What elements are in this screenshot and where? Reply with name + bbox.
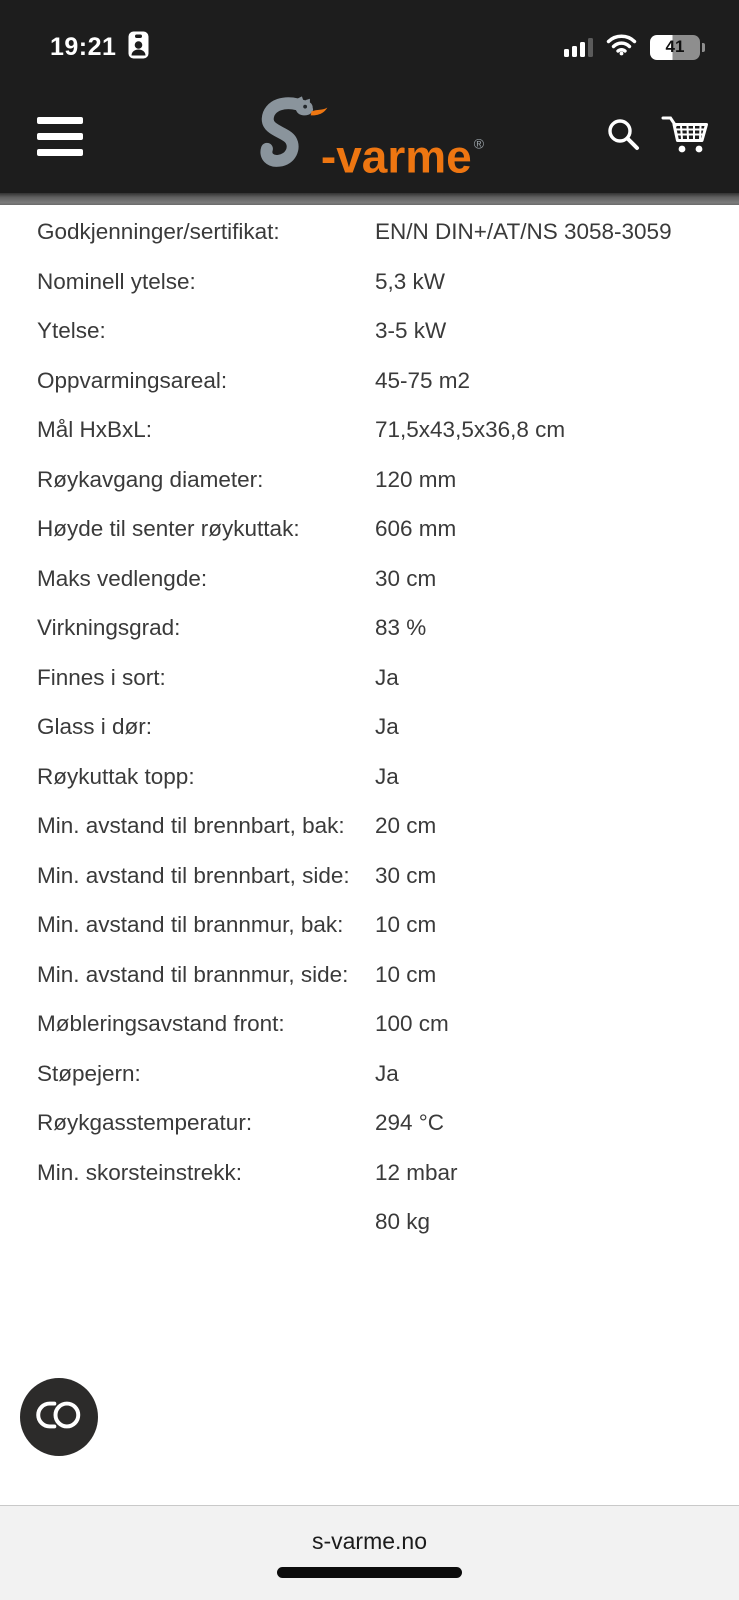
- spec-value: 3-5 kW: [375, 318, 447, 343]
- spec-value: 100 cm: [375, 1011, 449, 1036]
- menu-button[interactable]: [37, 117, 83, 156]
- spec-value: 294 °C: [375, 1110, 445, 1135]
- spec-row: [0, 405, 739, 455]
- spec-label: Godkjenninger/sertifikat:: [37, 219, 280, 244]
- spec-value: EN/N DIN+/AT/NS 3058-3059: [375, 219, 672, 244]
- spec-row: [0, 999, 739, 1049]
- spec-label: Min. skorsteinstrekk:: [37, 1159, 243, 1185]
- spec-value: 30 cm: [375, 565, 437, 591]
- spec-row: [0, 1197, 739, 1247]
- spec-row: [0, 702, 739, 752]
- status-bar: [0, 0, 739, 80]
- spec-label: Røykuttak topp:: [37, 763, 195, 789]
- battery-percent: 41: [650, 35, 700, 60]
- brand-logo[interactable]: [257, 88, 485, 185]
- spec-label: Støpejern:: [37, 1060, 141, 1086]
- browser-bottom-bar: [0, 1505, 739, 1600]
- spec-value: 45-75 m2: [375, 367, 471, 393]
- address-bar[interactable]: s-varme.no: [311, 1528, 428, 1554]
- spec-row: [0, 900, 739, 950]
- spec-label: Min. avstand til brennbart, side:: [37, 862, 350, 888]
- spec-value: 20 cm: [375, 813, 437, 838]
- spec-label: Ytelse:: [37, 318, 106, 343]
- spec-label: Røykgasstemperatur:: [37, 1110, 253, 1135]
- spec-label: Høyde til senter røykuttak:: [37, 516, 300, 541]
- spec-value: Ja: [375, 1060, 399, 1086]
- spec-label: Nominell ytelse:: [37, 268, 196, 294]
- spec-row: [0, 207, 739, 257]
- spec-value: Ja: [375, 664, 399, 690]
- spec-row: [0, 257, 739, 307]
- spec-label: Glass i dør:: [37, 714, 153, 739]
- spec-row: [0, 851, 739, 901]
- spec-value: Ja: [375, 763, 399, 789]
- header-divider: [0, 193, 739, 205]
- home-indicator[interactable]: [277, 1567, 462, 1578]
- dragon-s-logo-icon: [257, 88, 327, 185]
- spec-row: [0, 356, 739, 406]
- spec-label: Møbleringsavstand front:: [37, 1011, 285, 1036]
- registered-trademark: ®: [473, 135, 485, 151]
- wifi-icon: [606, 33, 637, 61]
- search-icon[interactable]: [605, 116, 641, 157]
- spec-row: [0, 603, 739, 653]
- spec-row: [0, 554, 739, 604]
- top-block: [0, 0, 739, 193]
- spec-label: Min. avstand til brennbart, bak:: [37, 813, 345, 838]
- brand-name: -varme: [320, 130, 472, 182]
- spec-label: Finnes i sort:: [37, 664, 166, 690]
- clock: 19:21: [50, 32, 117, 61]
- spec-value: 606 mm: [375, 516, 457, 541]
- spec-row: [0, 504, 739, 554]
- spec-label: Mål HxBxL:: [37, 417, 153, 442]
- spec-row: [0, 1148, 739, 1198]
- spec-value: 10 cm: [375, 961, 437, 987]
- spec-label: Oppvarmingsareal:: [37, 367, 228, 393]
- spec-value: 30 cm: [375, 862, 437, 888]
- spec-row: [0, 306, 739, 356]
- quick-link-button[interactable]: [20, 1378, 98, 1456]
- spec-row: [0, 801, 739, 851]
- spec-value: Ja: [375, 714, 399, 739]
- spec-row: [0, 950, 739, 1000]
- spec-value: 10 cm: [375, 912, 437, 937]
- spec-label: Min. avstand til brannmur, bak:: [37, 912, 344, 937]
- nav-bar: [0, 80, 739, 193]
- spec-table: [0, 205, 739, 1505]
- spec-label: Maks vedlengde:: [37, 565, 208, 591]
- spec-row: [0, 1049, 739, 1099]
- spec-row: [0, 653, 739, 703]
- spec-value: 5,3 kW: [375, 268, 446, 294]
- spec-label: Røykavgang diameter:: [37, 466, 264, 492]
- spec-value: 71,5x43,5x36,8 cm: [375, 417, 566, 442]
- spec-value: 83 %: [375, 615, 427, 640]
- spec-row: [0, 1098, 739, 1148]
- spec-label: Min. avstand til brannmur, side:: [37, 961, 349, 987]
- spec-value: 80 kg: [375, 1209, 431, 1234]
- spec-label: Virkningsgrad:: [37, 615, 181, 640]
- cart-icon[interactable]: [661, 113, 709, 160]
- cellular-signal-icon: [564, 38, 593, 57]
- link-icon: [36, 1401, 82, 1434]
- spec-value: 12 mbar: [375, 1159, 458, 1185]
- spec-row: [0, 455, 739, 505]
- spec-row: [0, 752, 739, 802]
- spec-value: 120 mm: [375, 466, 457, 492]
- contact-badge-icon: [128, 31, 149, 64]
- battery-icon: [650, 35, 705, 60]
